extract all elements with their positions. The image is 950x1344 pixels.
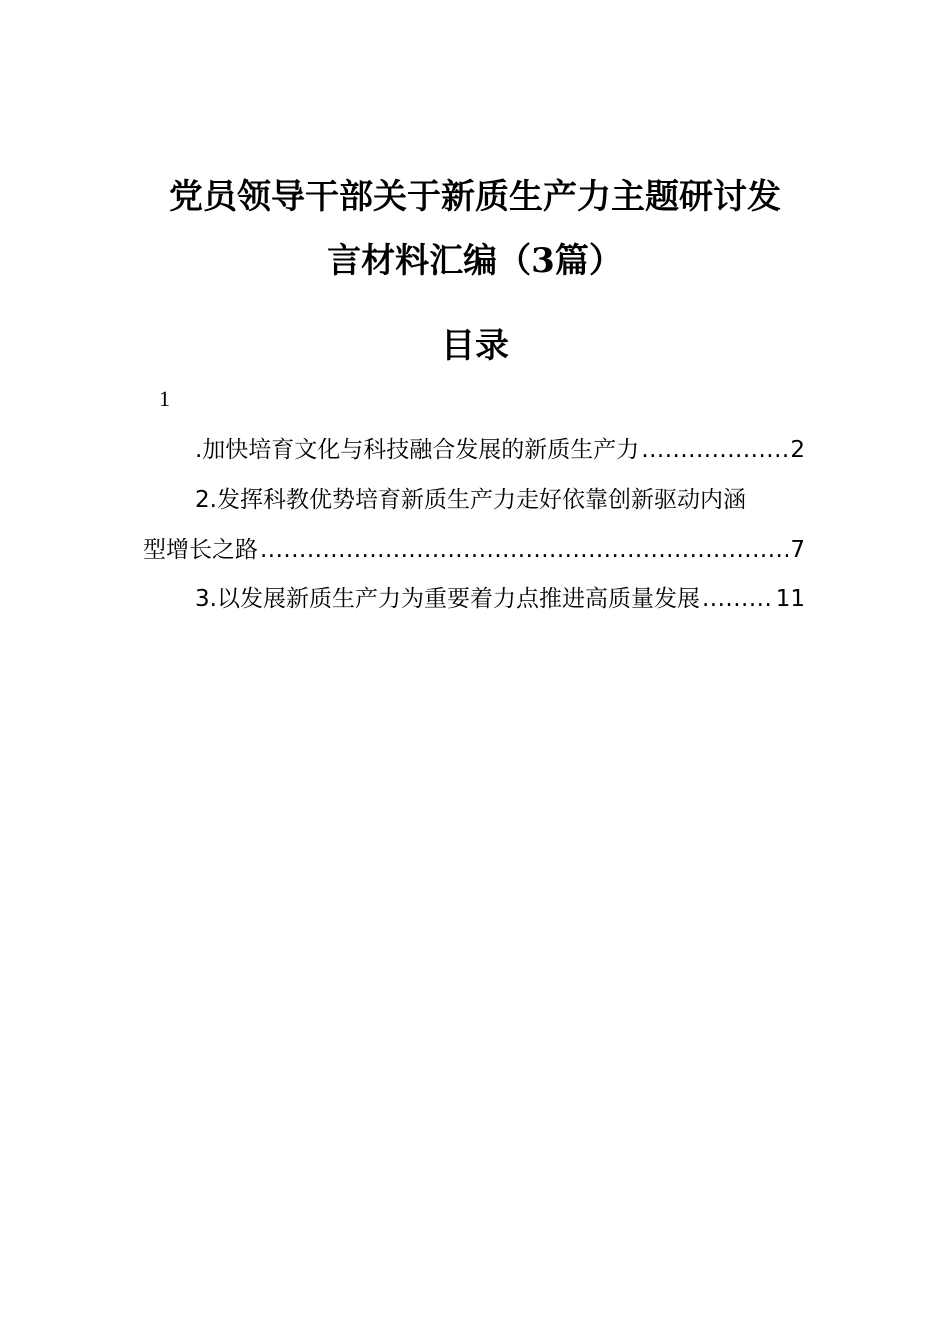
toc-entry-2-text-line-2: 型增长之路 [143,537,258,563]
toc-entry-3[interactable] [195,582,805,616]
toc-stray-number: 1 [159,386,170,411]
document-title [120,165,830,293]
toc-entry-1-text: .加快培育文化与科技融合发展的新质生产力 [195,437,640,463]
toc-entry-1[interactable] [195,433,805,467]
title-line-2: 言材料汇编（3篇） [327,241,623,281]
toc-entry-2-page: 7 [790,537,805,563]
toc-entry-2-line-1[interactable] [195,483,805,517]
toc-entry-1-page: 2 [790,437,805,463]
toc-heading: 目录 [441,326,509,366]
toc-leader-dots [260,533,788,567]
toc-entry-2-text-line-1: 2.发挥科教优势培育新质生产力走好依靠创新驱动内涵 [195,487,746,513]
toc-entry-3-page: 11 [775,586,805,612]
toc-leader-dots [702,582,774,616]
toc-entry-2-line-2[interactable] [143,533,805,567]
toc-entry-3-text: 3.以发展新质生产力为重要着力点推进高质量发展 [195,586,700,612]
toc-leader-dots [641,433,788,467]
title-line-1: 党员领导干部关于新质生产力主题研讨发 [169,177,781,217]
